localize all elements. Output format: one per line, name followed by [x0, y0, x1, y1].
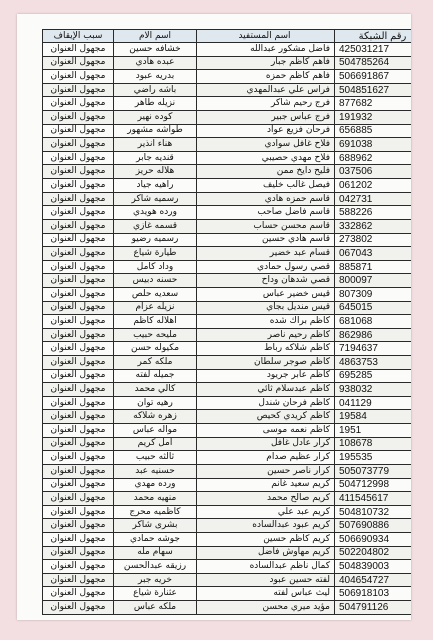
- cell-beneficiary-name: فرج رحيم شاكر: [197, 97, 335, 111]
- cell-beneficiary-name: قسام عبد خضير: [197, 247, 335, 261]
- table-row: [43, 369, 412, 383]
- cell-stop-reason: مجهول العنوان: [43, 424, 114, 438]
- cell-stop-reason: مجهول العنوان: [43, 451, 114, 465]
- cell-stop-reason: مجهول العنوان: [43, 219, 114, 233]
- cell-stop-reason: مجهول العنوان: [43, 492, 114, 506]
- cell-mother-name: كاظميه محرج: [114, 505, 197, 519]
- cell-network-number: 067043: [335, 247, 412, 261]
- cell-mother-name: كالي محمد: [114, 383, 197, 397]
- cell-beneficiary-name: كاظم صوجر سلطان: [197, 356, 335, 370]
- table-row: [43, 519, 412, 533]
- document-page: [17, 14, 411, 620]
- cell-network-number: 504851627: [335, 83, 412, 97]
- cell-stop-reason: مجهول العنوان: [43, 573, 114, 587]
- cell-stop-reason: مجهول العنوان: [43, 369, 114, 383]
- cell-beneficiary-name: قاسم هادي حسين: [197, 233, 335, 247]
- cell-beneficiary-name: كمال ناظم عبدالساده: [197, 560, 335, 574]
- cell-network-number: 938032: [335, 383, 412, 397]
- cell-network-number: 506918103: [335, 587, 412, 601]
- cell-network-number: 504839003: [335, 560, 412, 574]
- cell-stop-reason: مجهول العنوان: [43, 546, 114, 560]
- cell-stop-reason: مجهول العنوان: [43, 505, 114, 519]
- header-beneficiary-name: اسم المستفيد: [197, 30, 335, 43]
- cell-stop-reason: مجهول العنوان: [43, 111, 114, 125]
- cell-stop-reason: مجهول العنوان: [43, 532, 114, 546]
- cell-beneficiary-name: فراس علي عبدالمهدي: [197, 83, 335, 97]
- header-mother-name: اسم الام: [114, 30, 197, 43]
- cell-beneficiary-name: قصي شدهان وداح: [197, 274, 335, 288]
- cell-stop-reason: مجهول العنوان: [43, 124, 114, 138]
- cell-beneficiary-name: قيس منديل بجاي: [197, 301, 335, 315]
- beneficiaries-table: [42, 29, 411, 615]
- cell-beneficiary-name: فيصل غالب خليف: [197, 179, 335, 193]
- cell-mother-name: بشرى شاكر: [114, 519, 197, 533]
- cell-network-number: 332862: [335, 219, 412, 233]
- cell-mother-name: زهره شلاكه: [114, 410, 197, 424]
- cell-mother-name: قسمه غازي: [114, 219, 197, 233]
- cell-network-number: 404654727: [335, 573, 412, 587]
- cell-network-number: 656885: [335, 124, 412, 138]
- cell-stop-reason: مجهول العنوان: [43, 274, 114, 288]
- cell-mother-name: امل كريم: [114, 437, 197, 451]
- cell-mother-name: جوشه حمادي: [114, 532, 197, 546]
- cell-beneficiary-name: فاهم كاظم جبار: [197, 56, 335, 70]
- table-row: [43, 83, 412, 97]
- cell-mother-name: كوده نهير: [114, 111, 197, 125]
- cell-network-number: 506690934: [335, 532, 412, 546]
- cell-stop-reason: مجهول العنوان: [43, 97, 114, 111]
- table-row: [43, 587, 412, 601]
- table-row: [43, 192, 412, 206]
- cell-mother-name: جميله لفته: [114, 369, 197, 383]
- cell-network-number: 4863753: [335, 356, 412, 370]
- table-row: [43, 260, 412, 274]
- cell-network-number: 506691867: [335, 70, 412, 84]
- table-row: [43, 287, 412, 301]
- cell-mother-name: سعديه حلص: [114, 287, 197, 301]
- cell-stop-reason: مجهول العنوان: [43, 464, 114, 478]
- cell-stop-reason: مجهول العنوان: [43, 206, 114, 220]
- header-network-number: رقم الشبكة: [335, 30, 412, 43]
- cell-network-number: 191932: [335, 111, 412, 125]
- cell-mother-name: طيارة شياع: [114, 247, 197, 261]
- cell-stop-reason: مجهول العنوان: [43, 192, 114, 206]
- table-row: [43, 274, 412, 288]
- cell-beneficiary-name: لفته حسين عبود: [197, 573, 335, 587]
- cell-network-number: 862986: [335, 328, 412, 342]
- cell-mother-name: خريه جبر: [114, 573, 197, 587]
- cell-network-number: 411545617: [335, 492, 412, 506]
- table-row: [43, 356, 412, 370]
- cell-network-number: 504810732: [335, 505, 412, 519]
- table-row: [43, 97, 412, 111]
- cell-network-number: 504712998: [335, 478, 412, 492]
- cell-network-number: 1951: [335, 424, 412, 438]
- cell-beneficiary-name: كريم صالح محمد: [197, 492, 335, 506]
- cell-network-number: 800097: [335, 274, 412, 288]
- table-row: [43, 560, 412, 574]
- cell-network-number: 504785264: [335, 56, 412, 70]
- cell-network-number: 19584: [335, 410, 412, 424]
- cell-stop-reason: مجهول العنوان: [43, 151, 114, 165]
- cell-mother-name: سهام مله: [114, 546, 197, 560]
- cell-stop-reason: مجهول العنوان: [43, 587, 114, 601]
- cell-stop-reason: مجهول العنوان: [43, 138, 114, 152]
- table-row: [43, 165, 412, 179]
- cell-network-number: 877682: [335, 97, 412, 111]
- cell-stop-reason: مجهول العنوان: [43, 315, 114, 329]
- cell-beneficiary-name: قصي رسول حمادي: [197, 260, 335, 274]
- table-header-row: [43, 30, 412, 43]
- cell-stop-reason: مجهول العنوان: [43, 410, 114, 424]
- cell-beneficiary-name: كاظم نعمه موسى: [197, 424, 335, 438]
- cell-mother-name: عبده هادي: [114, 56, 197, 70]
- cell-mother-name: بدريه عبود: [114, 70, 197, 84]
- cell-network-number: 037506: [335, 165, 412, 179]
- cell-beneficiary-name: كريم سعيد غانم: [197, 478, 335, 492]
- cell-mother-name: رهيه توان: [114, 396, 197, 410]
- table-row: [43, 464, 412, 478]
- cell-beneficiary-name: فلاح غافل سوادي: [197, 138, 335, 152]
- cell-network-number: 645015: [335, 301, 412, 315]
- cell-mother-name: نزيله عزام: [114, 301, 197, 315]
- cell-mother-name: حسنيه عبد: [114, 464, 197, 478]
- cell-network-number: 042731: [335, 192, 412, 206]
- table-row: [43, 396, 412, 410]
- table-row: [43, 492, 412, 506]
- cell-beneficiary-name: كريم عبود عبدالساده: [197, 519, 335, 533]
- header-stop-reason: سبب الإيقاف: [43, 30, 114, 43]
- cell-mother-name: خشافه حسين: [114, 43, 197, 57]
- cell-beneficiary-name: قيس خضير عباس: [197, 287, 335, 301]
- table-row: [43, 206, 412, 220]
- cell-beneficiary-name: قاسم فاضل صاحب: [197, 206, 335, 220]
- cell-stop-reason: مجهول العنوان: [43, 287, 114, 301]
- table-row: [43, 247, 412, 261]
- cell-beneficiary-name: فرحان فزيع عواد: [197, 124, 335, 138]
- cell-stop-reason: مجهول العنوان: [43, 600, 114, 614]
- cell-mother-name: رزيقه عبدالحسن: [114, 560, 197, 574]
- cell-beneficiary-name: كاظم براك شده: [197, 315, 335, 329]
- cell-stop-reason: مجهول العنوان: [43, 437, 114, 451]
- cell-beneficiary-name: فلاح مهدي حصيبي: [197, 151, 335, 165]
- cell-network-number: 041129: [335, 396, 412, 410]
- table-row: [43, 315, 412, 329]
- table-row: [43, 328, 412, 342]
- cell-mother-name: هناء انذير: [114, 138, 197, 152]
- cell-mother-name: مواله عباس: [114, 424, 197, 438]
- table-row: [43, 505, 412, 519]
- cell-stop-reason: مجهول العنوان: [43, 233, 114, 247]
- cell-mother-name: نزيله طاهر: [114, 97, 197, 111]
- cell-beneficiary-name: مؤيد ميري محسن: [197, 600, 335, 614]
- cell-beneficiary-name: قاسم حمزه هادي: [197, 192, 335, 206]
- cell-beneficiary-name: كاظم فرحان شندل: [197, 396, 335, 410]
- cell-beneficiary-name: كاظم شلاكه رباط: [197, 342, 335, 356]
- cell-stop-reason: مجهول العنوان: [43, 70, 114, 84]
- cell-mother-name: ثالثه حبيب: [114, 451, 197, 465]
- cell-stop-reason: مجهول العنوان: [43, 247, 114, 261]
- table-row: [43, 383, 412, 397]
- cell-mother-name: رسميه رضيو: [114, 233, 197, 247]
- cell-beneficiary-name: فاهم كاظم حمزه: [197, 70, 335, 84]
- cell-network-number: 507690886: [335, 519, 412, 533]
- cell-beneficiary-name: ليث عباس لفته: [197, 587, 335, 601]
- cell-beneficiary-name: فاضل مشكور عبدالله: [197, 43, 335, 57]
- cell-mother-name: راهيه جياد: [114, 179, 197, 193]
- cell-beneficiary-name: كاظم كريدي كحيص: [197, 410, 335, 424]
- cell-network-number: 7194637: [335, 342, 412, 356]
- cell-mother-name: ملكه كمر: [114, 356, 197, 370]
- cell-network-number: 695285: [335, 369, 412, 383]
- cell-stop-reason: مجهول العنوان: [43, 83, 114, 97]
- cell-mother-name: مليحه حبيب: [114, 328, 197, 342]
- table-row: [43, 179, 412, 193]
- table-row: [43, 151, 412, 165]
- cell-mother-name: ملكه عباس: [114, 600, 197, 614]
- cell-stop-reason: مجهول العنوان: [43, 342, 114, 356]
- cell-beneficiary-name: كاظم رحيم ناصر: [197, 328, 335, 342]
- table-row: [43, 451, 412, 465]
- cell-stop-reason: مجهول العنوان: [43, 56, 114, 70]
- table-row: [43, 70, 412, 84]
- cell-mother-name: اهلاله كاظم: [114, 315, 197, 329]
- cell-network-number: 807309: [335, 287, 412, 301]
- cell-network-number: 681068: [335, 315, 412, 329]
- cell-stop-reason: مجهول العنوان: [43, 478, 114, 492]
- cell-beneficiary-name: كريم عبد علي: [197, 505, 335, 519]
- cell-stop-reason: مجهول العنوان: [43, 260, 114, 274]
- cell-mother-name: رسميه شاكر: [114, 192, 197, 206]
- cell-network-number: 273802: [335, 233, 412, 247]
- table-row: [43, 219, 412, 233]
- table-row: [43, 138, 412, 152]
- cell-stop-reason: مجهول العنوان: [43, 43, 114, 57]
- cell-stop-reason: مجهول العنوان: [43, 519, 114, 533]
- table-row: [43, 410, 412, 424]
- cell-network-number: 505073779: [335, 464, 412, 478]
- cell-mother-name: ورده مهدي: [114, 478, 197, 492]
- cell-mother-name: حسنه دبيس: [114, 274, 197, 288]
- cell-stop-reason: مجهول العنوان: [43, 396, 114, 410]
- cell-network-number: 504791126: [335, 600, 412, 614]
- cell-beneficiary-name: كريم كاظم حسين: [197, 532, 335, 546]
- cell-beneficiary-name: كرار ناصر حسين: [197, 464, 335, 478]
- cell-mother-name: عثنارة شياع: [114, 587, 197, 601]
- table-row: [43, 233, 412, 247]
- cell-beneficiary-name: قاسم محسن حساب: [197, 219, 335, 233]
- cell-mother-name: باشه راضي: [114, 83, 197, 97]
- cell-network-number: 195535: [335, 451, 412, 465]
- table-row: [43, 424, 412, 438]
- cell-network-number: 108678: [335, 437, 412, 451]
- cell-mother-name: قنديه جابر: [114, 151, 197, 165]
- cell-network-number: 885871: [335, 260, 412, 274]
- cell-network-number: 588226: [335, 206, 412, 220]
- cell-mother-name: منهيه محمد: [114, 492, 197, 506]
- table-row: [43, 301, 412, 315]
- table-row: [43, 532, 412, 546]
- cell-beneficiary-name: كرار عظيم صدام: [197, 451, 335, 465]
- table-row: [43, 437, 412, 451]
- table-row: [43, 124, 412, 138]
- cell-stop-reason: مجهول العنوان: [43, 179, 114, 193]
- table-row: [43, 111, 412, 125]
- cell-network-number: 425031217: [335, 43, 412, 57]
- cell-mother-name: مكيوله حسن: [114, 342, 197, 356]
- cell-beneficiary-name: كاظم عابر جريود: [197, 369, 335, 383]
- cell-network-number: 688962: [335, 151, 412, 165]
- cell-beneficiary-name: كرار عادل غافل: [197, 437, 335, 451]
- cell-stop-reason: مجهول العنوان: [43, 328, 114, 342]
- cell-network-number: 691038: [335, 138, 412, 152]
- cell-stop-reason: مجهول العنوان: [43, 356, 114, 370]
- cell-beneficiary-name: كاظم عبدسلام ثائي: [197, 383, 335, 397]
- table-row: [43, 546, 412, 560]
- cell-network-number: 502204802: [335, 546, 412, 560]
- cell-mother-name: ورده هويدي: [114, 206, 197, 220]
- table-row: [43, 600, 412, 614]
- cell-beneficiary-name: فرج عباس جبير: [197, 111, 335, 125]
- cell-beneficiary-name: فليح دايخ ممن: [197, 165, 335, 179]
- cell-stop-reason: مجهول العنوان: [43, 383, 114, 397]
- cell-mother-name: هلاله حريز: [114, 165, 197, 179]
- cell-beneficiary-name: كريم مهاوش فاضل: [197, 546, 335, 560]
- cell-network-number: 061202: [335, 179, 412, 193]
- cell-stop-reason: مجهول العنوان: [43, 165, 114, 179]
- table-row: [43, 342, 412, 356]
- table-row: [43, 43, 412, 57]
- cell-mother-name: طواشه مشهور: [114, 124, 197, 138]
- table-row: [43, 573, 412, 587]
- cell-stop-reason: مجهول العنوان: [43, 301, 114, 315]
- table-row: [43, 478, 412, 492]
- cell-mother-name: وداد كامل: [114, 260, 197, 274]
- table-row: [43, 56, 412, 70]
- cell-stop-reason: مجهول العنوان: [43, 560, 114, 574]
- table-body: [43, 43, 412, 615]
